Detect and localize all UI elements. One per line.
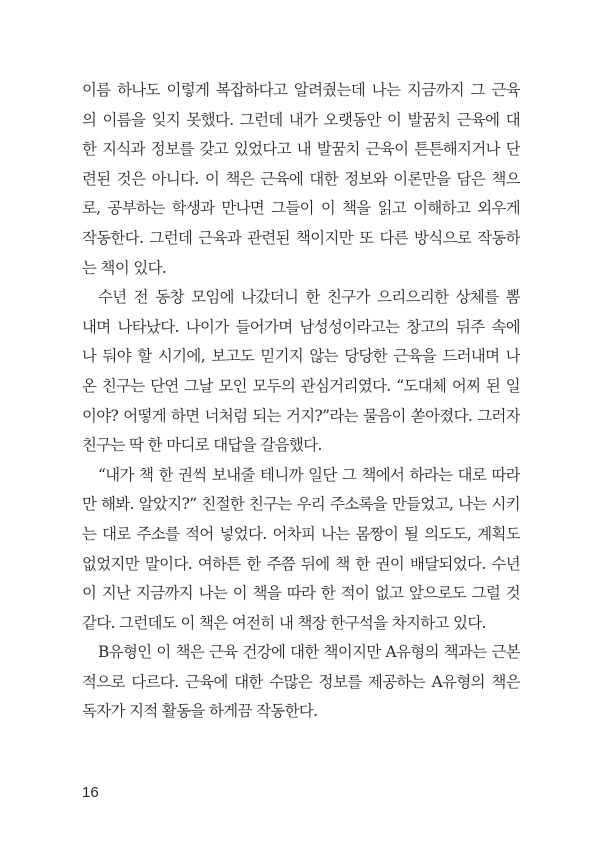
- text-line: 독자가 지적 활동을 하게끔 작동한다.: [82, 702, 318, 721]
- text-line: 내며 나타났다. 나이가 들어가며 남성성이라고는 창고의 뒤주 속에: [82, 317, 520, 336]
- text-line: 련된 것은 아니다. 이 책은 근육에 대한 정보와 이론만을 담은 책으: [82, 169, 520, 188]
- text-line: 친구는 딱 한 마디로 대답을 갈음했다.: [82, 436, 322, 455]
- text-line: 는 대로 주소를 적어 넣었다. 어차피 나는 몸짱이 될 의도도, 계획도: [82, 524, 520, 543]
- paragraph: [82, 283, 520, 461]
- text-line: 이름 하나도 이렇게 복잡하다고 알려줬는데 나는 지금까지 그 근육: [82, 81, 520, 99]
- text-line: 이 지난 지금까지 나는 이 책을 따라 한 적이 없고 앞으로도 그럴 것: [82, 584, 520, 603]
- text-line: 로, 공부하는 학생과 만나면 그들이 이 책을 읽고 이해하고 외우게: [82, 199, 520, 218]
- text-line: 나 둬야 할 시기에, 보고도 믿기지 않는 당당한 근육을 드러내며 나: [82, 347, 520, 366]
- text-line: 의 이름을 잊지 못했다. 그런데 내가 오랫동안 이 발꿈치 근육에 대: [82, 110, 520, 129]
- paragraph: [82, 76, 520, 283]
- text-line: 작동한다. 그런데 근육과 관련된 책이지만 또 다른 방식으로 작동하: [82, 228, 520, 247]
- page-number: 16: [82, 784, 99, 801]
- text-line: 이야? 어떻게 하면 너처럼 되는 거지?”라는 물음이 쏟아졌다. 그러자: [82, 406, 520, 425]
- text-line: 같다. 그런데도 이 책은 여전히 내 책장 한구석을 차지하고 있다.: [82, 613, 486, 632]
- text-line: B유형인 이 책은 근육 건강에 대한 책이지만 A유형의 책과는 근본: [98, 643, 520, 662]
- paragraph: [82, 461, 520, 639]
- text-line: “내가 책 한 권씩 보내줄 테니까 일단 그 책에서 하라는 대로 따라: [98, 465, 520, 484]
- paragraph: [82, 638, 520, 727]
- body-text: [82, 76, 520, 727]
- text-line: 적으로 다르다. 근육에 대한 수많은 정보를 제공하는 A유형의 책은: [82, 672, 520, 691]
- text-line: 한 지식과 정보를 갖고 있었다고 내 발꿈치 근육이 튼튼해지거나 단: [82, 140, 520, 159]
- text-line: 만 해봐. 알았지?” 친절한 친구는 우리 주소록을 만들었고, 나는 시키: [82, 495, 520, 514]
- text-line: 온 친구는 단연 그날 모인 모두의 관심거리였다. “도대체 어찌 된 일: [82, 376, 520, 395]
- text-line: 수년 전 동창 모임에 나갔더니 한 친구가 으리으리한 상체를 뽐: [98, 288, 520, 307]
- text-line: 는 책이 있다.: [82, 258, 167, 277]
- text-line: 없었지만 말이다. 여하튼 한 주쯤 뒤에 책 한 권이 배달되었다. 수년: [82, 554, 520, 573]
